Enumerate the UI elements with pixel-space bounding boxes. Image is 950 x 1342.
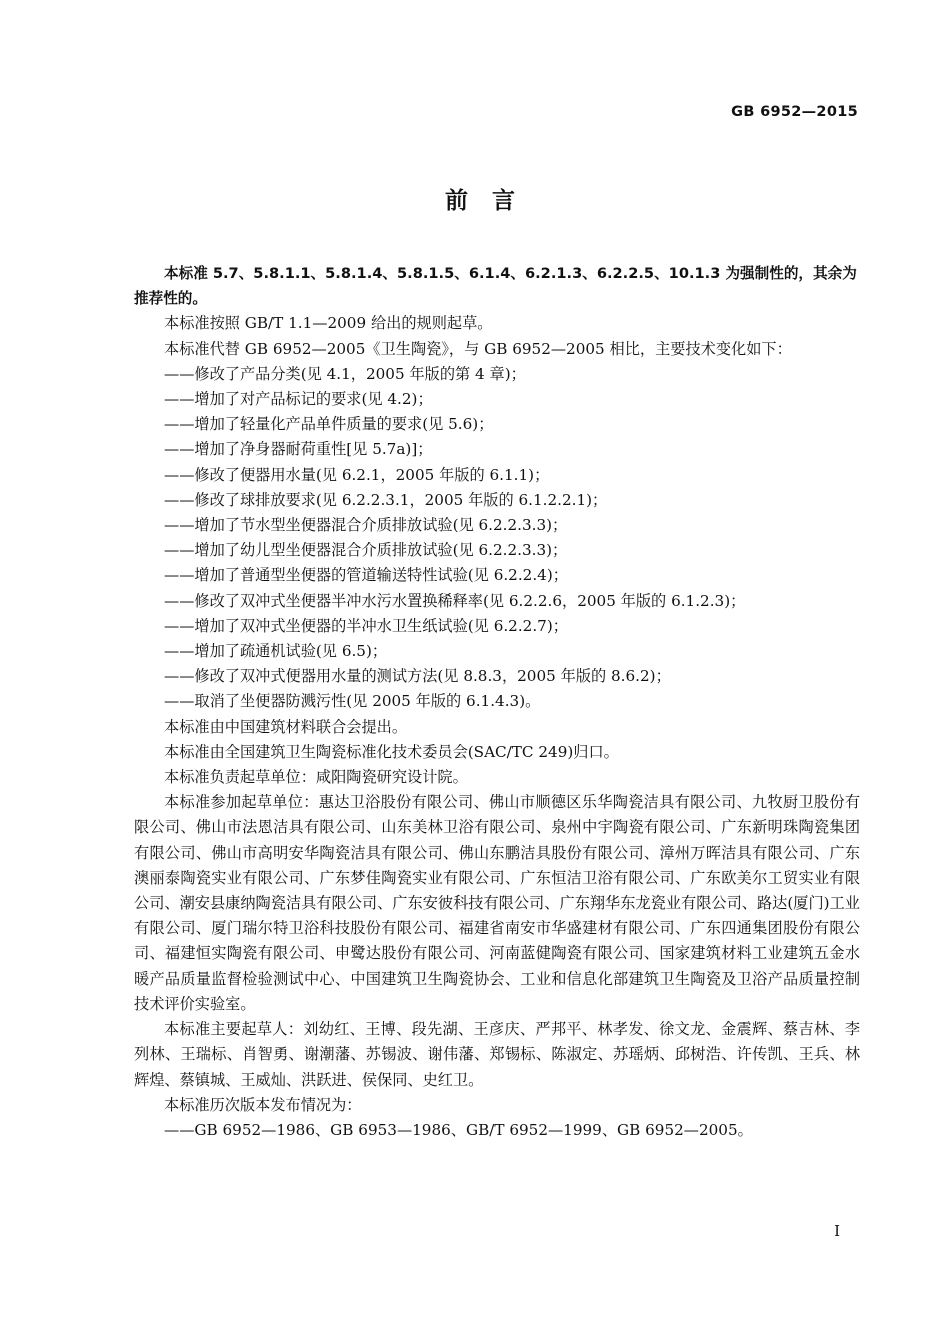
list-item: ——增加了双冲式坐便器的半冲水卫生纸试验(见 6.2.2.7)； bbox=[164, 616, 568, 635]
page-title: 前言 bbox=[445, 188, 539, 214]
list-item: ——取消了坐便器防溅污性(见 2005 年版的 6.1.4.3)。 bbox=[164, 692, 541, 711]
list-item: ——修改了便器用水量(见 6.2.1，2005 年版的 6.1.1)； bbox=[164, 465, 550, 484]
list-item: ——增加了轻量化产品单件质量的要求(见 5.6)； bbox=[164, 415, 494, 434]
list-item: ——增加了普通型坐便器的管道输送特性试验(见 6.2.2.4)； bbox=[164, 566, 568, 585]
replaces-paragraph: 本标准代替 GB 6952—2005《卫生陶瓷》，与 GB 6952—2005 相比，主要技术变化如下： bbox=[164, 339, 792, 358]
foreword-body bbox=[134, 261, 860, 1143]
jurisdiction-paragraph: 本标准由全国建筑卫生陶瓷标准化技术委员会(SAC/TC 249)归口。 bbox=[164, 742, 619, 761]
proposed-by-paragraph: 本标准由中国建筑材料联合会提出。 bbox=[164, 717, 407, 736]
list-item: ——增加了净身器耐荷重性[见 5.7a)]； bbox=[164, 440, 433, 459]
standard-code: GB 6952—2015 bbox=[731, 104, 858, 120]
list-item: ——增加了疏通机试验(见 6.5)； bbox=[164, 642, 388, 661]
changes-list bbox=[134, 362, 860, 715]
participating-units-paragraph: 本标准参加起草单位：惠达卫浴股份有限公司、佛山市顺德区乐华陶瓷洁具有限公司、九牧厨卫股份有限公司、佛山市法恩洁具有限公司、山东美林卫浴有限公司、泉州中宇陶瓷有限公司、广东新明珠陶瓷集团有限公司、佛山市高明安华陶瓷洁具有限公司、佛山东鹏洁具股份有限公司、漳州万晖洁具有限公司、广东澳丽泰陶瓷实业有限公司、广东梦佳陶瓷实业有限公司、广东恒洁卫浴有限公司、广东欧美尔工贸实业有限公司、潮安县康纳陶瓷洁具有限公司、广东安彼科技有限公司、广东翔华东龙瓷业有限公司、路达(厦门)工业有限公司、厦门瑞尔特卫浴科技股份有限公司、福建省南安市华盛建材有限公司、广东四通集团股份有限公司、福建恒实陶瓷有限公司、申鹭达股份有限公司、河南蓝健陶瓷有限公司、国家建筑材料工业建筑五金水暖产品质量监督检验测试中心、中国建筑卫生陶瓷协会、工业和信息化部建筑卫生陶瓷及卫浴产品质量控制技术评价实验室。 bbox=[134, 793, 860, 1013]
list-item: ——增加了节水型坐便器混合介质排放试验(见 6.2.2.3.3)； bbox=[164, 516, 568, 535]
list-item: ——修改了双冲式坐便器半冲水污水置换稀释率(见 6.2.2.6，2005 年版的 6.1.2.3)； bbox=[164, 591, 746, 610]
page-number: I bbox=[834, 1222, 840, 1240]
list-item: ——修改了产品分类(见 4.1，2005 年版的第 4 章)； bbox=[164, 364, 526, 383]
list-item: ——修改了球排放要求(见 6.2.2.3.1，2005 年版的 6.1.2.2.1)； bbox=[164, 490, 608, 509]
drafting-rule-paragraph: 本标准按照 GB/T 1.1—2009 给出的规则起草。 bbox=[164, 314, 493, 333]
main-drafters-paragraph: 本标准主要起草人：刘幼红、王博、段先湖、王彦庆、严邦平、林孝发、徐文龙、金震辉、蔡吉林、李列林、王瑞标、肖智勇、谢潮藩、苏锡波、谢伟藩、郑锡标、陈淑定、苏瑶炳、邱树浩、许传凯、王兵、林辉煌、蔡镇城、王威灿、洪跃进、侯保同、史红卫。 bbox=[134, 1020, 860, 1089]
history-versions-paragraph: ——GB 6952—1986、GB 6953—1986、GB/T 6952—1999、GB 6952—2005。 bbox=[164, 1120, 753, 1139]
list-item: ——修改了双冲式便器用水量的测试方法(见 8.8.3，2005 年版的 8.6.2)； bbox=[164, 667, 671, 686]
drafting-unit-paragraph: 本标准负责起草单位：咸阳陶瓷研究设计院。 bbox=[164, 768, 468, 787]
history-intro-paragraph: 本标准历次版本发布情况为： bbox=[164, 1095, 362, 1114]
list-item: ——增加了对产品标记的要求(见 4.2)； bbox=[164, 390, 433, 409]
mandatory-clauses-paragraph: 本标准 5.7、5.8.1.1、5.8.1.4、5.8.1.5、6.1.4、6.2.1.3、6.2.2.5、10.1.3 为强制性的，其余为推荐性的。 bbox=[134, 265, 857, 308]
list-item: ——增加了幼儿型坐便器混合介质排放试验(见 6.2.2.3.3)； bbox=[164, 541, 568, 560]
